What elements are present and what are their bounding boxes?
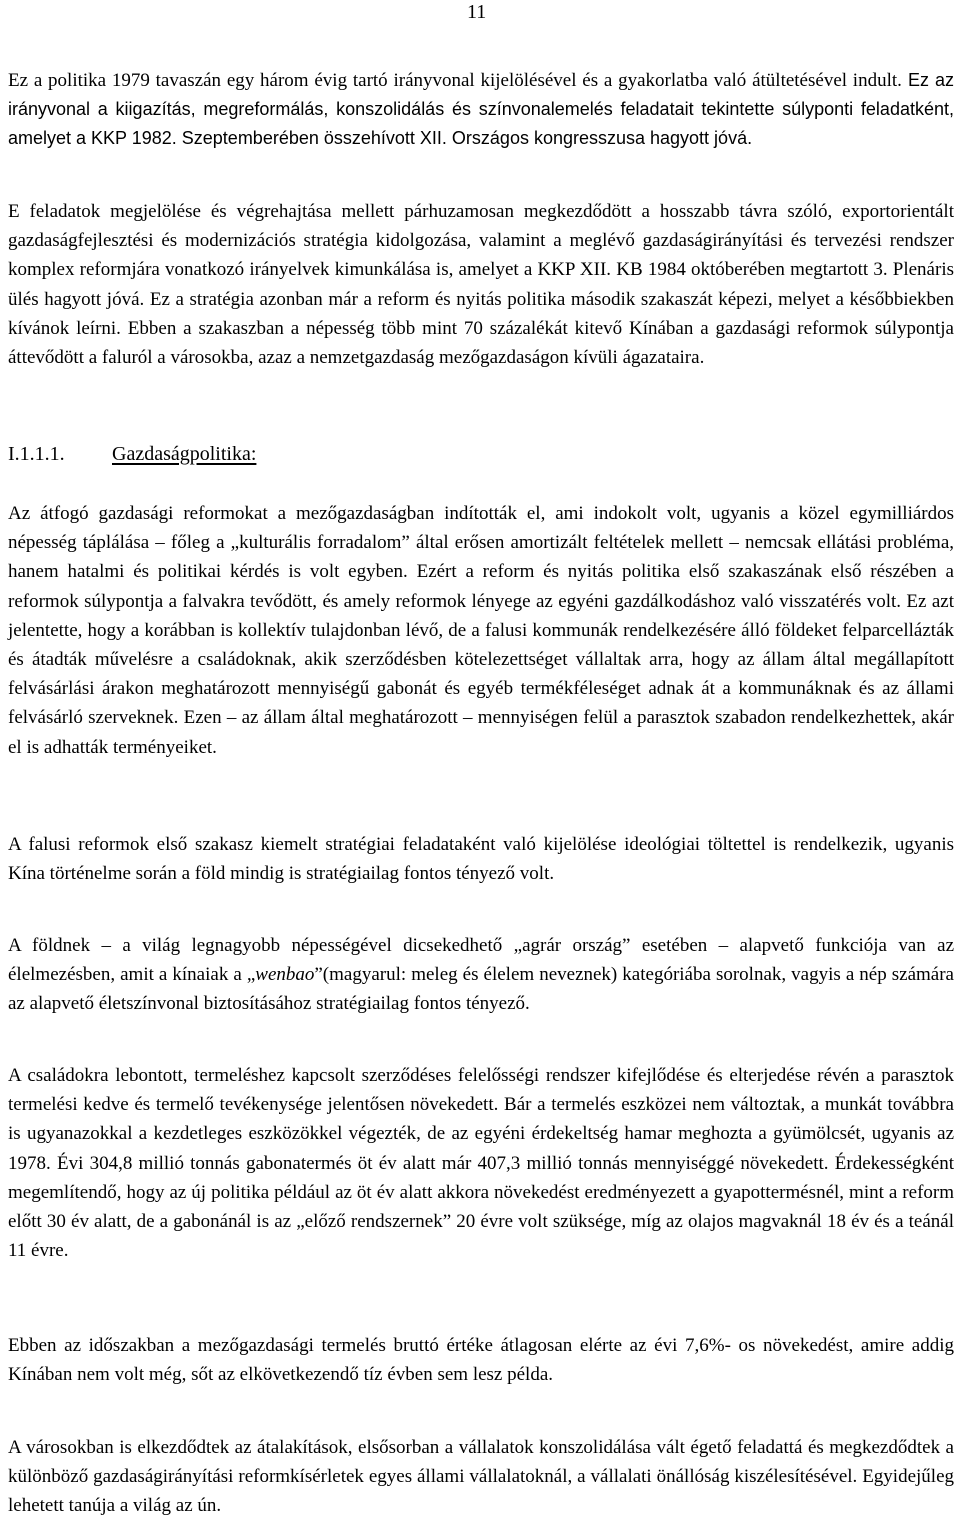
- section-number: I.1.1.1.: [8, 443, 65, 465]
- paragraph-2: E feladatok megjelölése és végrehajtása mellett párhuzamosan megkezdődött a hosszabb távra szóló, exportorientált gazdaságfejlesztési és modernizációs stratégia kidolgozása, valamint a meglévő gazdaságirányítási és tervezési rendszer komplex reformjára vonatkozó irányelvek kimunkálása is, amelyet a KKP XII. KB 1984 októberében megtartott 3. Plenáris ülés hagyott jóvá. Ez a stratégia azonban már a reform és nyitás politika második szakaszát képezi, melyet a későbbiekben kívánok leírni. Ebben a szakaszban a népesség több mint 70 százalékát kitevő Kínában a gazdasági reformok súlypontja áttevődött a faluról a városokba, azaz a nemzetgazdaság mezőgazdaságon kívüli ágazataira.: [8, 201, 954, 369]
- paragraph-5-part-a: A földnek – a világ legnagyobb népességével dicsekedhető „agrár ország” esetében – alapvető funkciója van az élelmezésben, amit a kínaiak a „: [8, 935, 954, 986]
- paragraph-4: A falusi reformok első szakasz kiemelt stratégiai feladataként való kijelölése ideológiai töltettel is rendelkezik, ugyanis Kína történelme során a föld mindig is stratégiailag fontos tényező volt.: [8, 834, 954, 885]
- paragraph-6: A családokra lebontott, termeléshez kapcsolt szerződéses felelősségi rendszer kifejlődése és elterjedése révén a parasztok termelési kedve és termelő tevékenysége jelentősen növekedett. Bár a termelés eszközei nem változtak, a munkát továbbra is ugyanazokkal a kezdetleges eszközökkel végezték, de az egyéni érdekeltség hamar meghozta a gyümölcsét, ugyanis az 1978. Évi 304,8 millió tonnás gabonatermés öt év alatt már 407,3 millió tonnás mennyiséggé növekedett. Érdekességként megemlítendő, hogy az új politika például az öt év alatt akkora növekedést eredményezett a gyapottermésnél, mint a reform előtt 30 év alatt, de a gabonánál is az „előző rendszernek” 20 évre volt szüksége, míg az olajos magvaknál 18 év és a teánál 11 évre.: [8, 1065, 954, 1262]
- paragraph-1: [8, 66, 954, 154]
- paragraph-3: Az átfogó gazdasági reformokat a mezőgazdaságban indították el, ami indokolt volt, ugyanis a közel egymilliárdos népesség táplálása – főleg a „kulturális forradalom” által erősen amortizált feltételek mellett – nemcsak ellátási probléma, hanem hatalmi és politikai kérdés is volt egyben. Ezért a reform és nyitás politika első szakaszának első részében a reformok súlypontja a falvakra tevődött, és amely reformok lényege az egyéni gazdálkodáshoz való visszatérés volt. Ez azt jelentette, hogy a korábban is kollektív tulajdonban lévő, de a falusi kommunák rendelkezésére álló földeket felparcellázták és átadták művelésre a családoknak, akik szerződésben kötelezettséget vállaltak arra, hogy az állam által megállapított felvásárlási árakon meghatározott mennyiségű gabonát és egyéb termékféleséget adnak át a kommunáknak és az állami felvásárló szerveknek. Ezen – az állam által meghatározott – mennyiségen felül a parasztok szabadon rendelkezhettek, akár el is adhatták terményeiket.: [8, 503, 954, 758]
- paragraph-5-italic-term: wenbao: [255, 964, 315, 986]
- paragraph-7: Ebben az időszakban a mezőgazdasági termelés bruttó értéke átlagosan elérte az évi 7,6%- os növekedést, amire addig Kínában nem volt még, sőt az elkövetkezendő tíz évben sem lesz példa.: [8, 1335, 954, 1386]
- section-heading: [8, 440, 256, 468]
- section-title: Gazdaságpolitika:: [112, 443, 257, 465]
- page-number: 11: [467, 1, 487, 23]
- paragraph-1-sans-text: Ez az irányvonal a kiigazítás, megreformálás, konszolidálás és színvonalemelés feladatait tekintette súlyponti feladatként, amelyet a KKP 1982. Szeptemberében összehívott XII. Országos kongresszusa hagyott jóvá.: [8, 70, 954, 149]
- paragraph-8: A városokban is elkezdődtek az átalakítások, elsősorban a vállalatok konszolidálása vált égető feladattá és megkezdődtek a különböző gazdaságirányítási reformkísérletek egyes állami vállalatoknál, a vállalati önállóság kiszélesítésével. Egyidejűleg lehetett tanúja a világ az ún.: [8, 1437, 954, 1517]
- paragraph-1-serif-text: Ez a politika 1979 tavaszán egy három évig tartó irányvonal kijelölésével és a gyakorlatba való átültetésével indult.: [8, 70, 902, 91]
- paragraph-5-part-b: ”(magyarul: meleg és élelem neveznek) kategóriába sorolnak, vagyis a nép számára az alapvető életszínvonal biztosításához stratégiailag fontos tényező.: [8, 964, 954, 1015]
- paragraph-5: [8, 931, 954, 1019]
